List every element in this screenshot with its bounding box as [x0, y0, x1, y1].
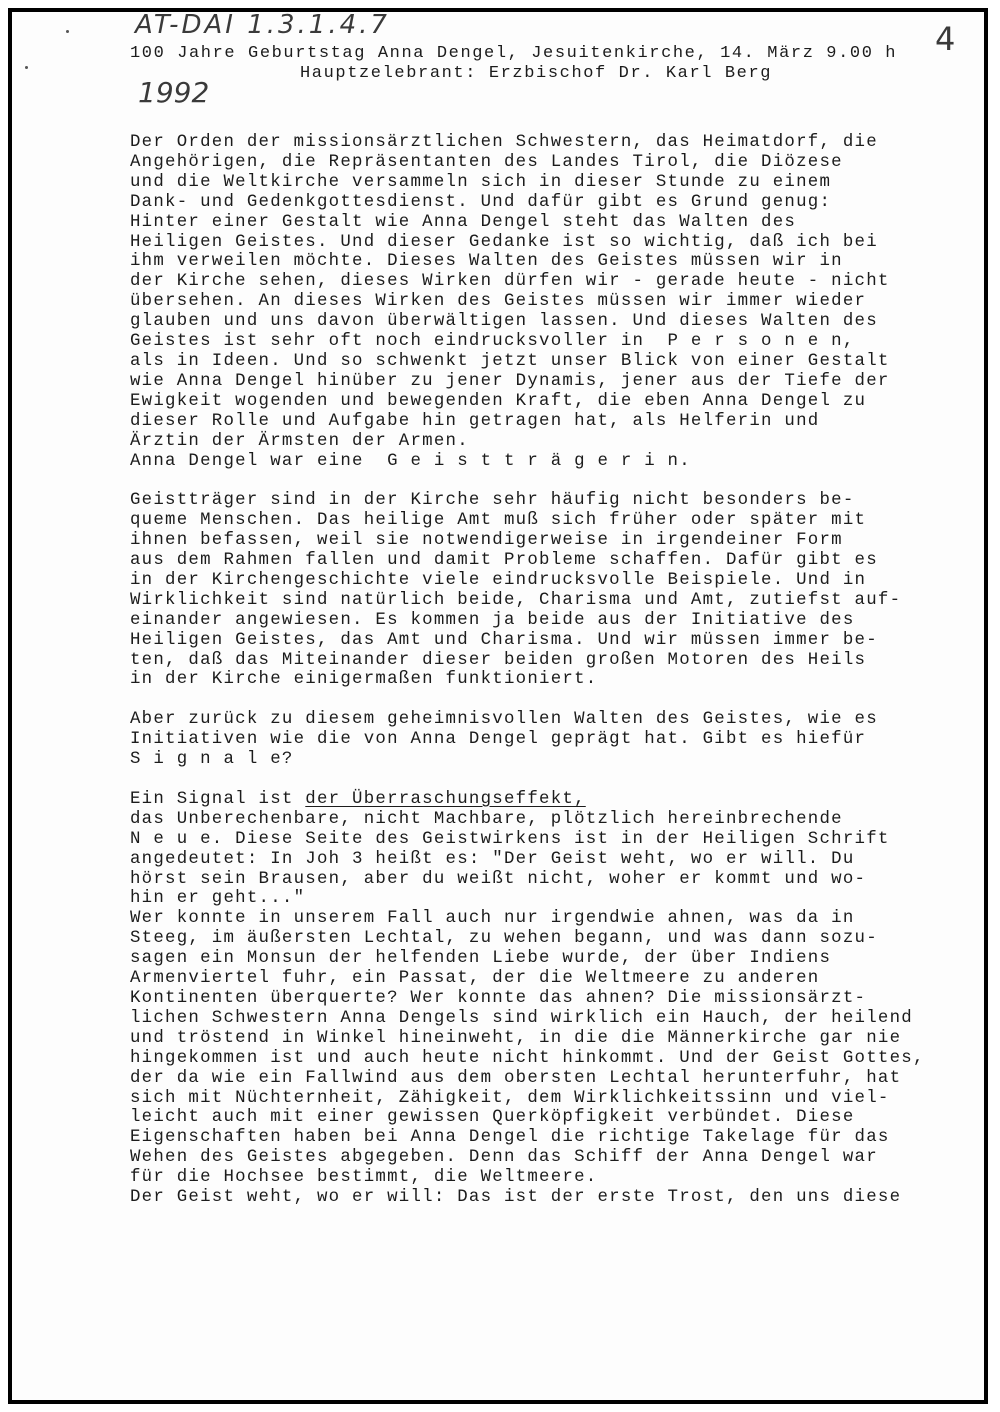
header-title: 100 Jahre Geburtstag Anna Dengel, Jesuitenkirche, 14. März 9.00 h [130, 44, 898, 63]
header-celebrant: Hauptzelebrant: Erzbischof Dr. Karl Berg [300, 64, 773, 83]
paragraph-gap [130, 471, 930, 491]
text-line: leicht auch mit einer gewissen Querköpfigkeit verbündet. Diese [130, 1108, 855, 1128]
text-line: queme Menschen. Das heilige Amt muß sich früher oder später mit [130, 511, 867, 531]
text-line: S i g n a l e? [130, 750, 294, 770]
line-prefix: Ein Signal ist [130, 789, 306, 809]
text-line: hingekommen ist und auch heute nicht hinkommt. Und der Geist Gottes, [130, 1048, 925, 1068]
paragraph-gap [130, 690, 930, 710]
text-line: Geistträger sind in der Kirche sehr häufig nicht besonders be- [130, 491, 855, 511]
archive-reference-handwritten: AT-DAI 1.3.1.4.7 [135, 10, 390, 40]
text-line: das Unberechenbare, nicht Machbare, plötzlich hereinbrechende [130, 809, 843, 829]
text-line: und tröstend in Winkel hineinweht, in die die Männerkirche gar nie [130, 1028, 902, 1048]
page-number-handwritten: 4 [935, 20, 956, 58]
paragraph-gap [130, 770, 930, 790]
speck-mark [25, 66, 28, 69]
text-line: Hinter einer Gestalt wie Anna Dengel steht das Walten des [130, 212, 797, 232]
text-line: ihm verweilen möchte. Dieses Walten des Geistes müssen wir in [130, 252, 843, 272]
text-line: Der Geist weht, wo er will: Das ist der erste Trost, den uns diese [130, 1188, 902, 1208]
text-line: Dank- und Gedenkgottesdienst. Und dafür gibt es Grund genug: [130, 192, 832, 212]
text-line: hin er geht..." [130, 889, 306, 909]
text-line: Steeg, im äußersten Lechtal, zu wehen begann, und was dann sozu- [130, 929, 878, 949]
speck-mark [66, 30, 69, 33]
text-line: sagen ein Monsun der helfenden Liebe wurde, der über Indiens [130, 949, 832, 969]
text-line: als in Ideen. Und so schwenkt jetzt unser Blick von einer Gestalt [130, 351, 890, 371]
text-line: Geistes ist sehr oft noch eindrucksvoller in P e r s o n e n, [130, 332, 855, 352]
paragraph-1 [130, 133, 930, 471]
text-line: Kontinenten überquerte? Wer konnte das ahnen? Die missionsärzt- [130, 988, 867, 1008]
text-line: übersehen. An dieses Wirken des Geistes müssen wir immer wieder [130, 292, 867, 312]
text-line: aus dem Rahmen fallen und damit Probleme schaffen. Dafür gibt es [130, 551, 878, 571]
text-line: der Kirche sehen, dieses Wirken dürfen wir - gerade heute - nicht [130, 272, 890, 292]
text-line: Ärztin der Ärmsten der Armen. [130, 431, 469, 451]
text-line: hörst sein Brausen, aber du weißt nicht, woher er kommt und wo- [130, 869, 867, 889]
text-line: sich mit Nüchternheit, Zähigkeit, dem Wirklichkeitssinn und viel- [130, 1088, 890, 1108]
year-handwritten: 1992 [138, 76, 210, 109]
text-line: lichen Schwestern Anna Dengels sind wirklich ein Hauch, der heilend [130, 1008, 913, 1028]
paragraph-2 [130, 491, 930, 690]
text-line: N e u e. Diese Seite des Geistwirkens ist in der Heiligen Schrift [130, 829, 890, 849]
text-line: dieser Rolle und Aufgabe hin getragen hat, als Helferin und [130, 411, 820, 431]
body-text [130, 133, 930, 1208]
text-line: Armenviertel fuhr, ein Passat, der die Weltmeere zu anderen [130, 969, 820, 989]
text-line: in der Kirche einigermaßen funktioniert. [130, 670, 598, 690]
text-line: Eigenschaften haben bei Anna Dengel die richtige Takelage für das [130, 1128, 890, 1148]
text-line: Heiligen Geistes. Und dieser Gedanke ist so wichtig, daß ich bei [130, 232, 878, 252]
text-line: Der Orden der missionsärztlichen Schwestern, das Heimatdorf, die [130, 133, 878, 152]
text-line: Wer konnte in unserem Fall auch nur irgendwie ahnen, was da in [130, 909, 855, 929]
text-line: und die Weltkirche versammeln sich in dieser Stunde zu einem [130, 172, 832, 192]
paragraph-3 [130, 710, 930, 770]
text-line: in der Kirchengeschichte viele eindrucksvolle Beispiele. Und in [130, 570, 867, 590]
text-line: angedeutet: In Joh 3 heißt es: "Der Geist weht, wo er will. Du [130, 849, 855, 869]
text-line: Angehörigen, die Repräsentanten des Landes Tirol, die Diözese [130, 152, 843, 172]
text-line: Initiativen wie die von Anna Dengel geprägt hat. Gibt es hiefür [130, 730, 867, 750]
paragraph-4 [130, 790, 930, 1208]
text-line: Wehen des Geistes abgegeben. Denn das Schiff der Anna Dengel war [130, 1148, 878, 1168]
text-line: ihnen befassen, weil sie notwendigerweise in irgendeiner Form [130, 531, 843, 551]
text-line: wie Anna Dengel hinüber zu jener Dynamis, jener aus der Tiefe der [130, 371, 890, 391]
text-line: glauben und uns davon überwältigen lassen. Und dieses Walten des [130, 312, 878, 332]
text-line: der da wie ein Fallwind aus dem obersten Lechtal herunterfuhr, hat [130, 1068, 902, 1088]
text-line: Ewigkeit wogenden und bewegenden Kraft, die eben Anna Dengel zu [130, 391, 867, 411]
text-line: Aber zurück zu diesem geheimnisvollen Walten des Geistes, wie es [130, 710, 878, 730]
text-line-with-underline [130, 790, 930, 810]
text-line: Heiligen Geistes, das Amt und Charisma. Und wir müssen immer be- [130, 630, 878, 650]
text-line: Anna Dengel war eine G e i s t t r ä g e r i n. [130, 451, 691, 471]
text-line: Wirklichkeit sind natürlich beide, Charisma und Amt, zutiefst auf- [130, 590, 902, 610]
underlined-phrase: der Überraschungseffekt, [305, 789, 586, 809]
text-line: einander angewiesen. Es kommen ja beide aus der Initiative des [130, 610, 855, 630]
text-line: für die Hochsee bestimmt, die Weltmeere. [130, 1168, 598, 1188]
text-line: ten, daß das Miteinander dieser beiden großen Motoren des Heils [130, 650, 867, 670]
